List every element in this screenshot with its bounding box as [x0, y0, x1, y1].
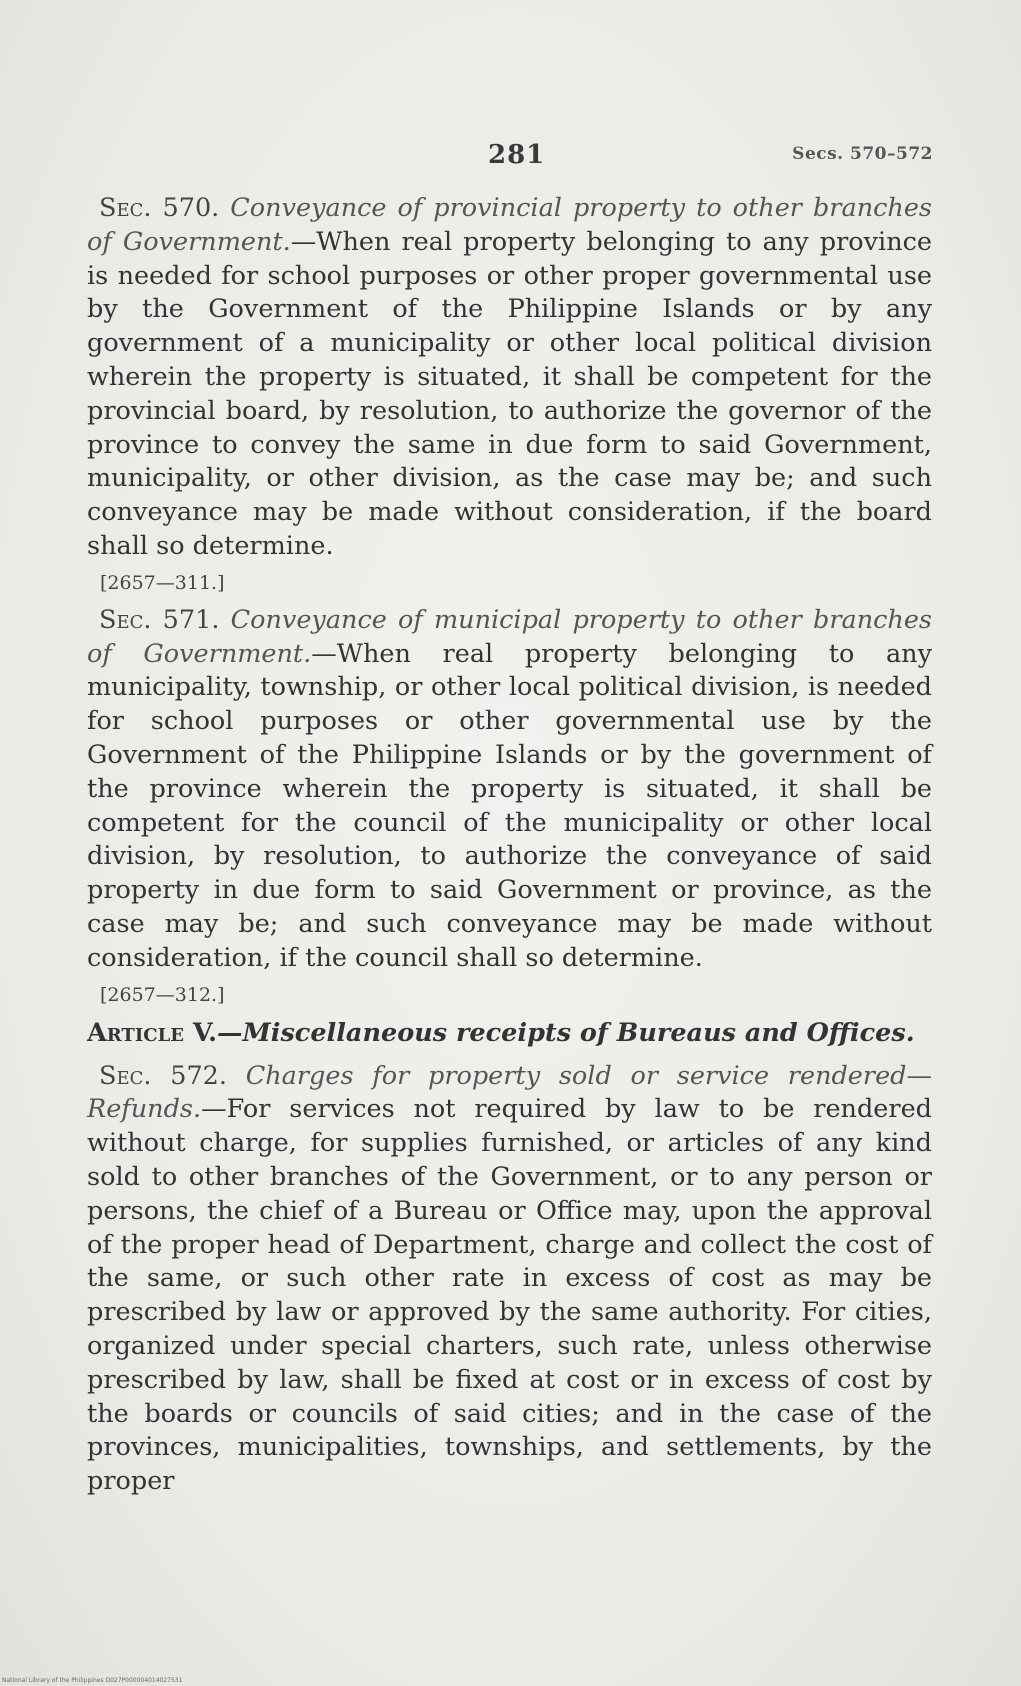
page-body	[87, 192, 932, 1499]
archive-footer-note: National Library of the Philippines D027P000004014027531	[2, 1677, 183, 1684]
section-text: —For services not required by law to be rendered without charge, for supplies furnished, or articles of any kind sold to other branches of the Government, or to any person or persons, the chief of a Bureau or Office may, upon the approval of the proper head of Department, charge and collect the cost of the same, or such other rate in excess of cost as may be prescribed by law or approved by the same authority. For cities, organized under special charters, such rate, unless otherwise prescribed by law, shall be fixed at cost or in excess of cost by the boards or councils of said cities; and in the case of the provinces, municipalities, townships, and settlements, by the proper	[87, 1094, 932, 1497]
section-571	[87, 604, 932, 976]
section-title: Conveyance of provincial property to other branches of Government.	[87, 193, 933, 257]
section-572	[87, 1060, 932, 1499]
section-title: Conveyance of municipal property to other branches of Government.	[87, 604, 933, 669]
section-text: —When real property belonging to any province is needed for school purposes or other proper governmental use by the Government of the Philippine Islands or by any government of a municipality or other local political division wherein the property is situated, it shall be competent for the provincial board, by resolution, to authorize the governor of the province to convey the same in due form to said Government, municipality, or other division, as the case may be; and such conveyance may be made without consideration, if the board shall so determine.	[87, 226, 933, 561]
section-label: Sec. 570.	[99, 193, 220, 223]
article-label: Article V.	[87, 1017, 218, 1048]
page-header	[88, 140, 933, 176]
page-number: 281	[488, 140, 546, 170]
section-text: —When real property belonging to any municipality, township, or other local political division, is needed for school purposes or other governmental use by the Government of the Philippine Islands or by the government of the province wherein the property is situated, it shall be competent for the council of the municipality or other local division, by resolution, to authorize the conveyance of said property in due form to said Government or province, as the case may be; and such conveyance may be made without consideration, if the council shall so determine.	[87, 638, 933, 973]
article-heading	[87, 1016, 932, 1050]
section-citation: [2657—311.]	[100, 571, 225, 594]
running-head: Secs. 570–572	[792, 144, 933, 164]
section-citation: [2657—312.]	[100, 983, 225, 1006]
section-label: Sec. 572.	[99, 1060, 227, 1091]
section-title: Charges for property sold or service rendered—Refunds.	[87, 1060, 933, 1125]
section-label: Sec. 571.	[99, 604, 220, 635]
section-570	[87, 192, 932, 564]
article-title: —Miscellaneous receipts of Bureaus and Offices.	[217, 1017, 915, 1048]
